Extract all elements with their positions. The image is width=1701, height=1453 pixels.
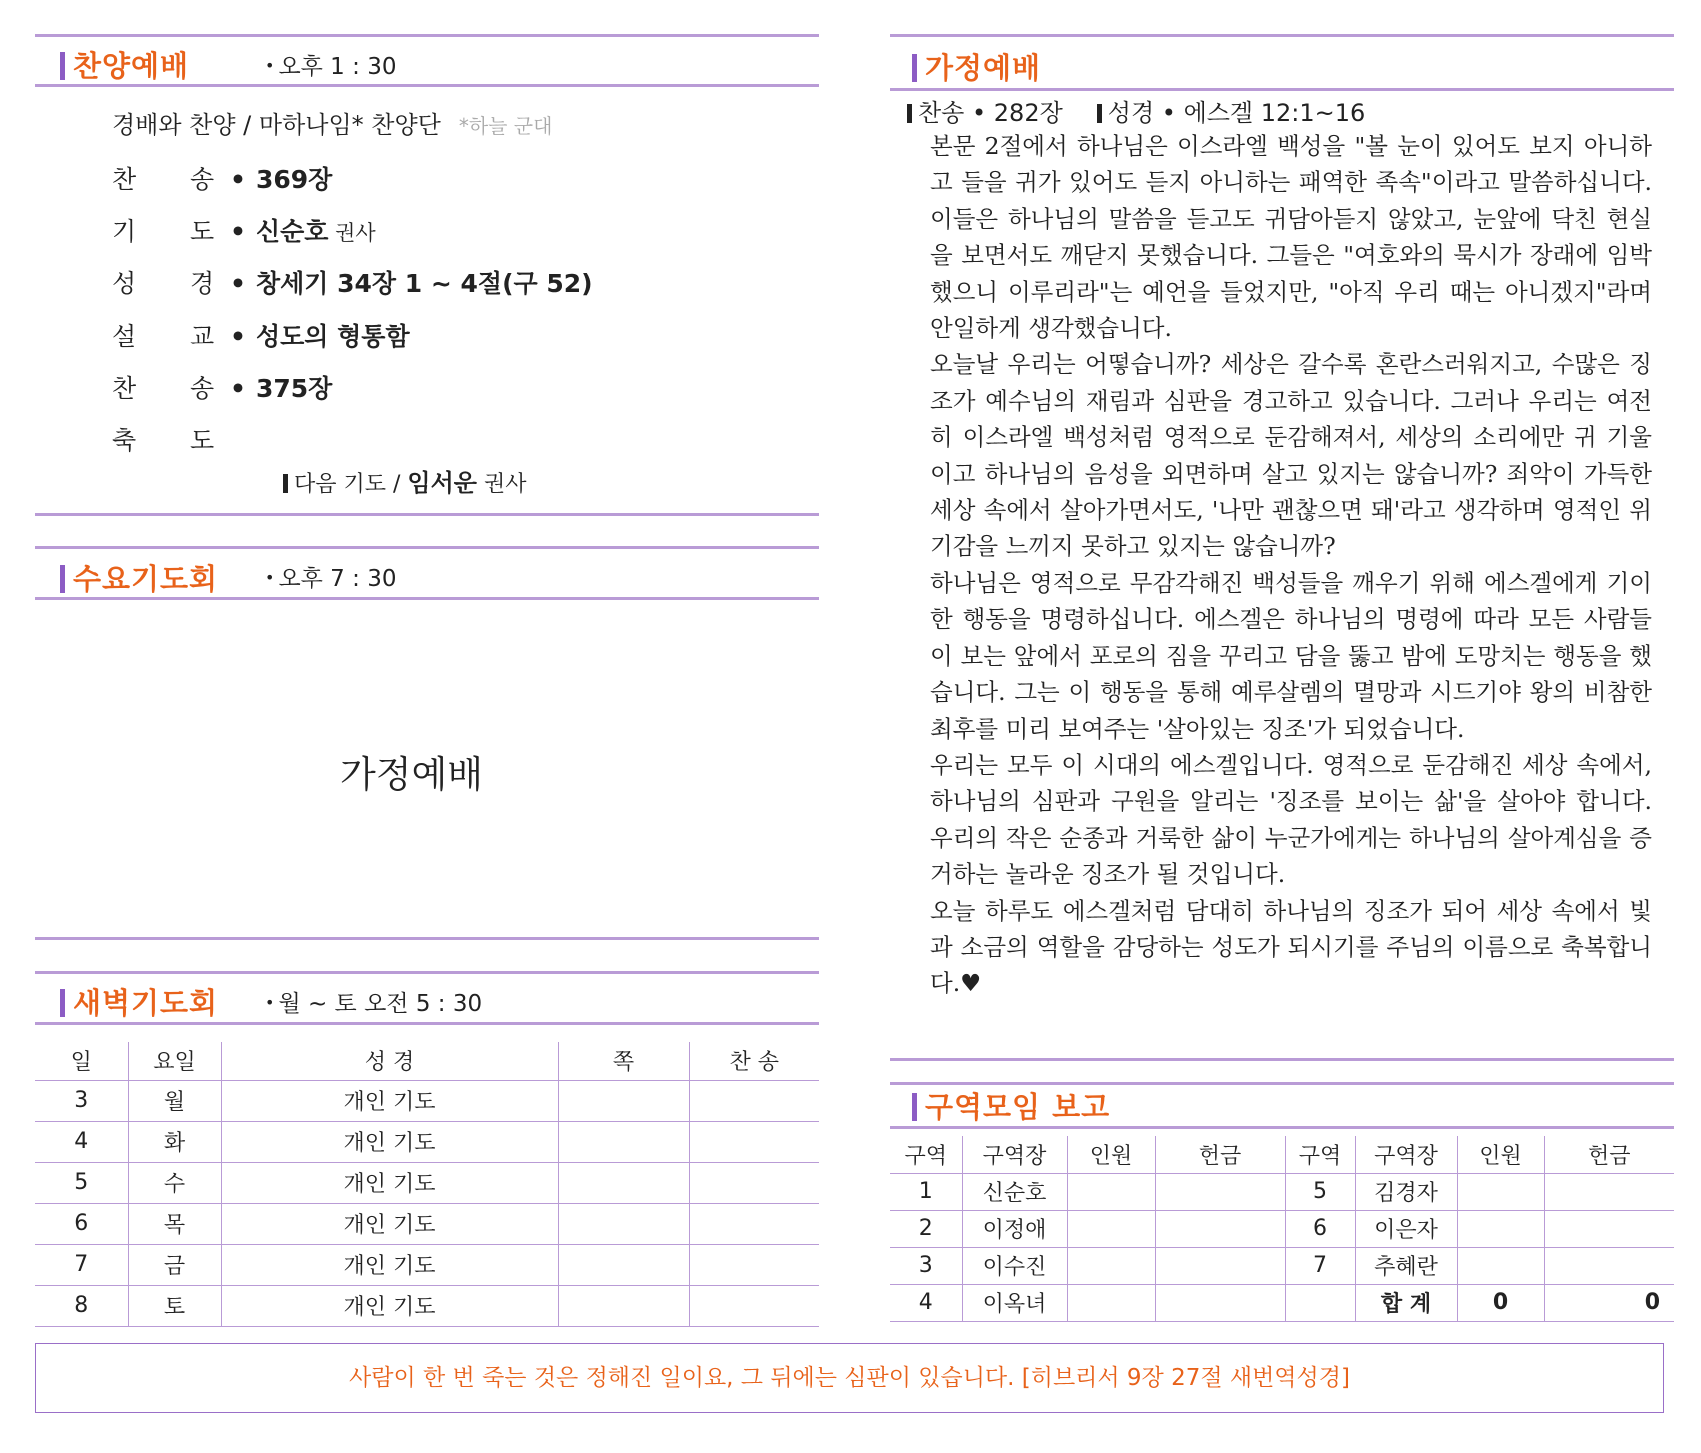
dawn-title: 새벽기도회 — [60, 981, 218, 1022]
rule — [35, 84, 819, 87]
order-item: 축 도 — [112, 426, 215, 455]
rule — [35, 971, 819, 974]
table-cell — [558, 1162, 689, 1203]
table-header: 구역 — [890, 1136, 962, 1173]
table-cell — [689, 1162, 819, 1203]
wednesday-time: • 오후 7 : 30 — [265, 566, 397, 592]
table-cell: 3 — [890, 1247, 962, 1284]
table-cell — [1457, 1210, 1544, 1247]
rule — [35, 1022, 819, 1025]
table-cell — [558, 1244, 689, 1285]
table-cell: 4 — [35, 1121, 128, 1162]
table-header: 인원 — [1067, 1136, 1155, 1173]
table-header: 인원 — [1457, 1136, 1544, 1173]
rule — [890, 1058, 1674, 1061]
table-cell — [1155, 1173, 1285, 1210]
table-header: 성 경 — [221, 1042, 558, 1080]
order-item: 설 교 • 성도의 형통함 — [112, 322, 410, 351]
praise-service-title: 찬양예배 — [60, 44, 189, 85]
sermon-paragraph: 하나님은 영적으로 무감각해진 백성들을 깨우기 위해 에스겔에게 기이한 행동을 명령하십니다. 에스겔은 하나님의 명령에 따라 모든 사람들이 보는 앞에서 포로의 짐을 꾸리고 담을 뚫고 밤에 도망치는 행동을 했습니다. 그는 이 행동을 통해 예루살렘의 멸망과 시드기야 왕의 비참한 최후를 미리 보여주는 '살아있는 징조'가 되었습니다. — [930, 568, 1652, 743]
praise-service-time: • 오후 1 : 30 — [265, 54, 397, 80]
rule — [35, 597, 819, 600]
wednesday-center-text: 가정예배 — [340, 753, 483, 796]
table-cell: 5 — [1285, 1173, 1355, 1210]
sermon-paragraph: 오늘 하루도 에스겔처럼 담대히 하나님의 징조가 되어 세상 속에서 빛과 소금의 역할을 감당하는 성도가 되시기를 주님의 이름으로 축복합니다.♥ — [930, 896, 1652, 998]
table-cell — [1067, 1173, 1155, 1210]
table-row — [35, 1244, 819, 1285]
table-header: 찬 송 — [689, 1042, 819, 1080]
order-item: 기 도 • 신순호 권사 — [112, 217, 376, 246]
table-cell: 월 — [128, 1080, 221, 1121]
sermon-paragraph: 오늘날 우리는 어떻습니까? 세상은 갈수록 혼란스러워지고, 수많은 징조가 예수님의 재림과 심판을 경고하고 있습니다. 그러나 우리는 여전히 이스라엘 백성처럼 영적으로 둔감해져서, 세상의 소리에만 귀 기울이고 하나님의 음성을 외면하며 살고 있지는 않습니까? 죄악이 가득한 세상 속에서 살아가면서도, '나만 괜찮으면 돼'라고 생각하며 영적인 위기감을 느끼지 못하고 있지는 않습니까? — [930, 350, 1652, 561]
table-header: 구역 — [1285, 1136, 1355, 1173]
table-cell: 이은자 — [1355, 1210, 1457, 1247]
table-cell — [1457, 1173, 1544, 1210]
rule — [35, 937, 819, 940]
praise-line: 경배와 찬양 / 마하나임* 찬양단 *하늘 군대 — [112, 111, 553, 139]
table-cell: 1 — [890, 1173, 962, 1210]
table-cell: 개인 기도 — [221, 1080, 558, 1121]
table-cell: 금 — [128, 1244, 221, 1285]
table-cell — [1067, 1284, 1155, 1321]
table-cell — [558, 1121, 689, 1162]
table-cell — [1067, 1247, 1155, 1284]
table-cell: 개인 기도 — [221, 1121, 558, 1162]
table-cell — [1155, 1284, 1285, 1321]
table-cell: 개인 기도 — [221, 1285, 558, 1326]
table-row — [890, 1284, 1674, 1321]
rule — [35, 34, 819, 37]
table-cell: 목 — [128, 1203, 221, 1244]
dawn-time: • 월 ~ 토 오전 5 : 30 — [265, 991, 483, 1017]
table-cell — [1544, 1210, 1674, 1247]
table-cell — [689, 1203, 819, 1244]
rule — [890, 88, 1674, 91]
table-row — [35, 1285, 819, 1326]
table-row — [35, 1080, 819, 1121]
rule — [35, 513, 819, 516]
table-cell — [558, 1080, 689, 1121]
dawn-prayer-table — [35, 1042, 819, 1327]
sermon-paragraph: 본문 2절에서 하나님은 이스라엘 백성을 "볼 눈이 있어도 보지 아니하고 들을 귀가 있어도 듣지 아니하는 패역한 족속"이라고 말씀하십니다. 이들은 하나님의 말씀을 듣고도 귀담아듣지 않았고, 눈앞에 닥친 현실을 보면서도 깨닫지 못했습니다. 그들은 "여호와의 묵시가 장래에 임박했으니 이루리라"는 예언을 들었지만, "아직 우리 때는 아니겠지"라며 안일하게 생각했습니다. — [930, 132, 1652, 343]
order-item: 찬 송 • 375장 — [112, 374, 333, 403]
table-cell: 화 — [128, 1121, 221, 1162]
table-cell: 합 계 — [1355, 1284, 1457, 1321]
table-cell: 5 — [35, 1162, 128, 1203]
table-cell: 개인 기도 — [221, 1162, 558, 1203]
table-cell: 개인 기도 — [221, 1203, 558, 1244]
table-cell: 수 — [128, 1162, 221, 1203]
rule — [890, 34, 1674, 37]
table-cell — [689, 1285, 819, 1326]
table-cell: 추혜란 — [1355, 1247, 1457, 1284]
footer-verse: 사람이 한 번 죽는 것은 정해진 일이요, 그 뒤에는 심판이 있습니다. [히브리서 9장 27절 새번역성경] — [35, 1343, 1664, 1413]
family-worship-title: 가정예배 — [912, 46, 1041, 87]
table-row — [890, 1173, 1674, 1210]
table-header: 헌금 — [1155, 1136, 1285, 1173]
table-cell: 8 — [35, 1285, 128, 1326]
table-row — [890, 1247, 1674, 1284]
table-cell — [1544, 1247, 1674, 1284]
table-cell: 토 — [128, 1285, 221, 1326]
table-cell: 4 — [890, 1284, 962, 1321]
table-header: 일 — [35, 1042, 128, 1080]
table-cell: 이옥녀 — [962, 1284, 1067, 1321]
order-item: 찬 송 • 369장 — [112, 165, 333, 194]
table-cell — [558, 1203, 689, 1244]
next-prayer: 다음 기도 / 임서운 권사 — [283, 463, 527, 498]
table-header: 쪽 — [558, 1042, 689, 1080]
table-cell: 0 — [1457, 1284, 1544, 1321]
sermon-text — [930, 128, 1652, 1002]
table-cell — [689, 1080, 819, 1121]
table-cell — [1155, 1247, 1285, 1284]
rule — [35, 546, 819, 549]
table-cell — [689, 1244, 819, 1285]
wednesday-title: 수요기도회 — [60, 557, 218, 598]
table-header: 요일 — [128, 1042, 221, 1080]
table-cell: 6 — [1285, 1210, 1355, 1247]
table-row — [35, 1203, 819, 1244]
table-header: 구역장 — [1355, 1136, 1457, 1173]
rule — [890, 1126, 1674, 1129]
table-cell: 7 — [1285, 1247, 1355, 1284]
table-cell — [1155, 1210, 1285, 1247]
table-cell: 이수진 — [962, 1247, 1067, 1284]
table-cell: 7 — [35, 1244, 128, 1285]
table-cell: 김경자 — [1355, 1173, 1457, 1210]
table-header: 구역장 — [962, 1136, 1067, 1173]
table-row — [35, 1121, 819, 1162]
district-report-table — [890, 1136, 1674, 1322]
order-item: 성 경 • 창세기 34장 1 ~ 4절(구 52) — [112, 269, 593, 298]
sermon-paragraph: 우리는 모두 이 시대의 에스겔입니다. 영적으로 둔감해진 세상 속에서, 하나님의 심판과 구원을 알리는 '징조를 보이는 삶'을 살아야 합니다. 우리의 작은 순종과 거룩한 삶이 누군가에게는 하나님의 살아계심을 증거하는 놀라운 징조가 될 것입니다. — [930, 750, 1652, 889]
family-worship-info: 찬송 • 282장 성경 • 에스겔 12:1~16 — [907, 93, 1365, 128]
table-cell: 개인 기도 — [221, 1244, 558, 1285]
table-row — [890, 1210, 1674, 1247]
table-cell: 6 — [35, 1203, 128, 1244]
table-row — [35, 1162, 819, 1203]
table-header: 헌금 — [1544, 1136, 1674, 1173]
table-cell: 이정애 — [962, 1210, 1067, 1247]
table-cell: 2 — [890, 1210, 962, 1247]
table-cell — [1457, 1247, 1544, 1284]
table-cell: 0 — [1544, 1284, 1674, 1321]
table-cell: 3 — [35, 1080, 128, 1121]
table-cell — [689, 1121, 819, 1162]
table-cell — [1285, 1284, 1355, 1321]
table-cell: 신순호 — [962, 1173, 1067, 1210]
table-cell — [1544, 1173, 1674, 1210]
table-cell — [558, 1285, 689, 1326]
table-cell — [1067, 1210, 1155, 1247]
district-title: 구역모임 보고 — [912, 1085, 1110, 1126]
